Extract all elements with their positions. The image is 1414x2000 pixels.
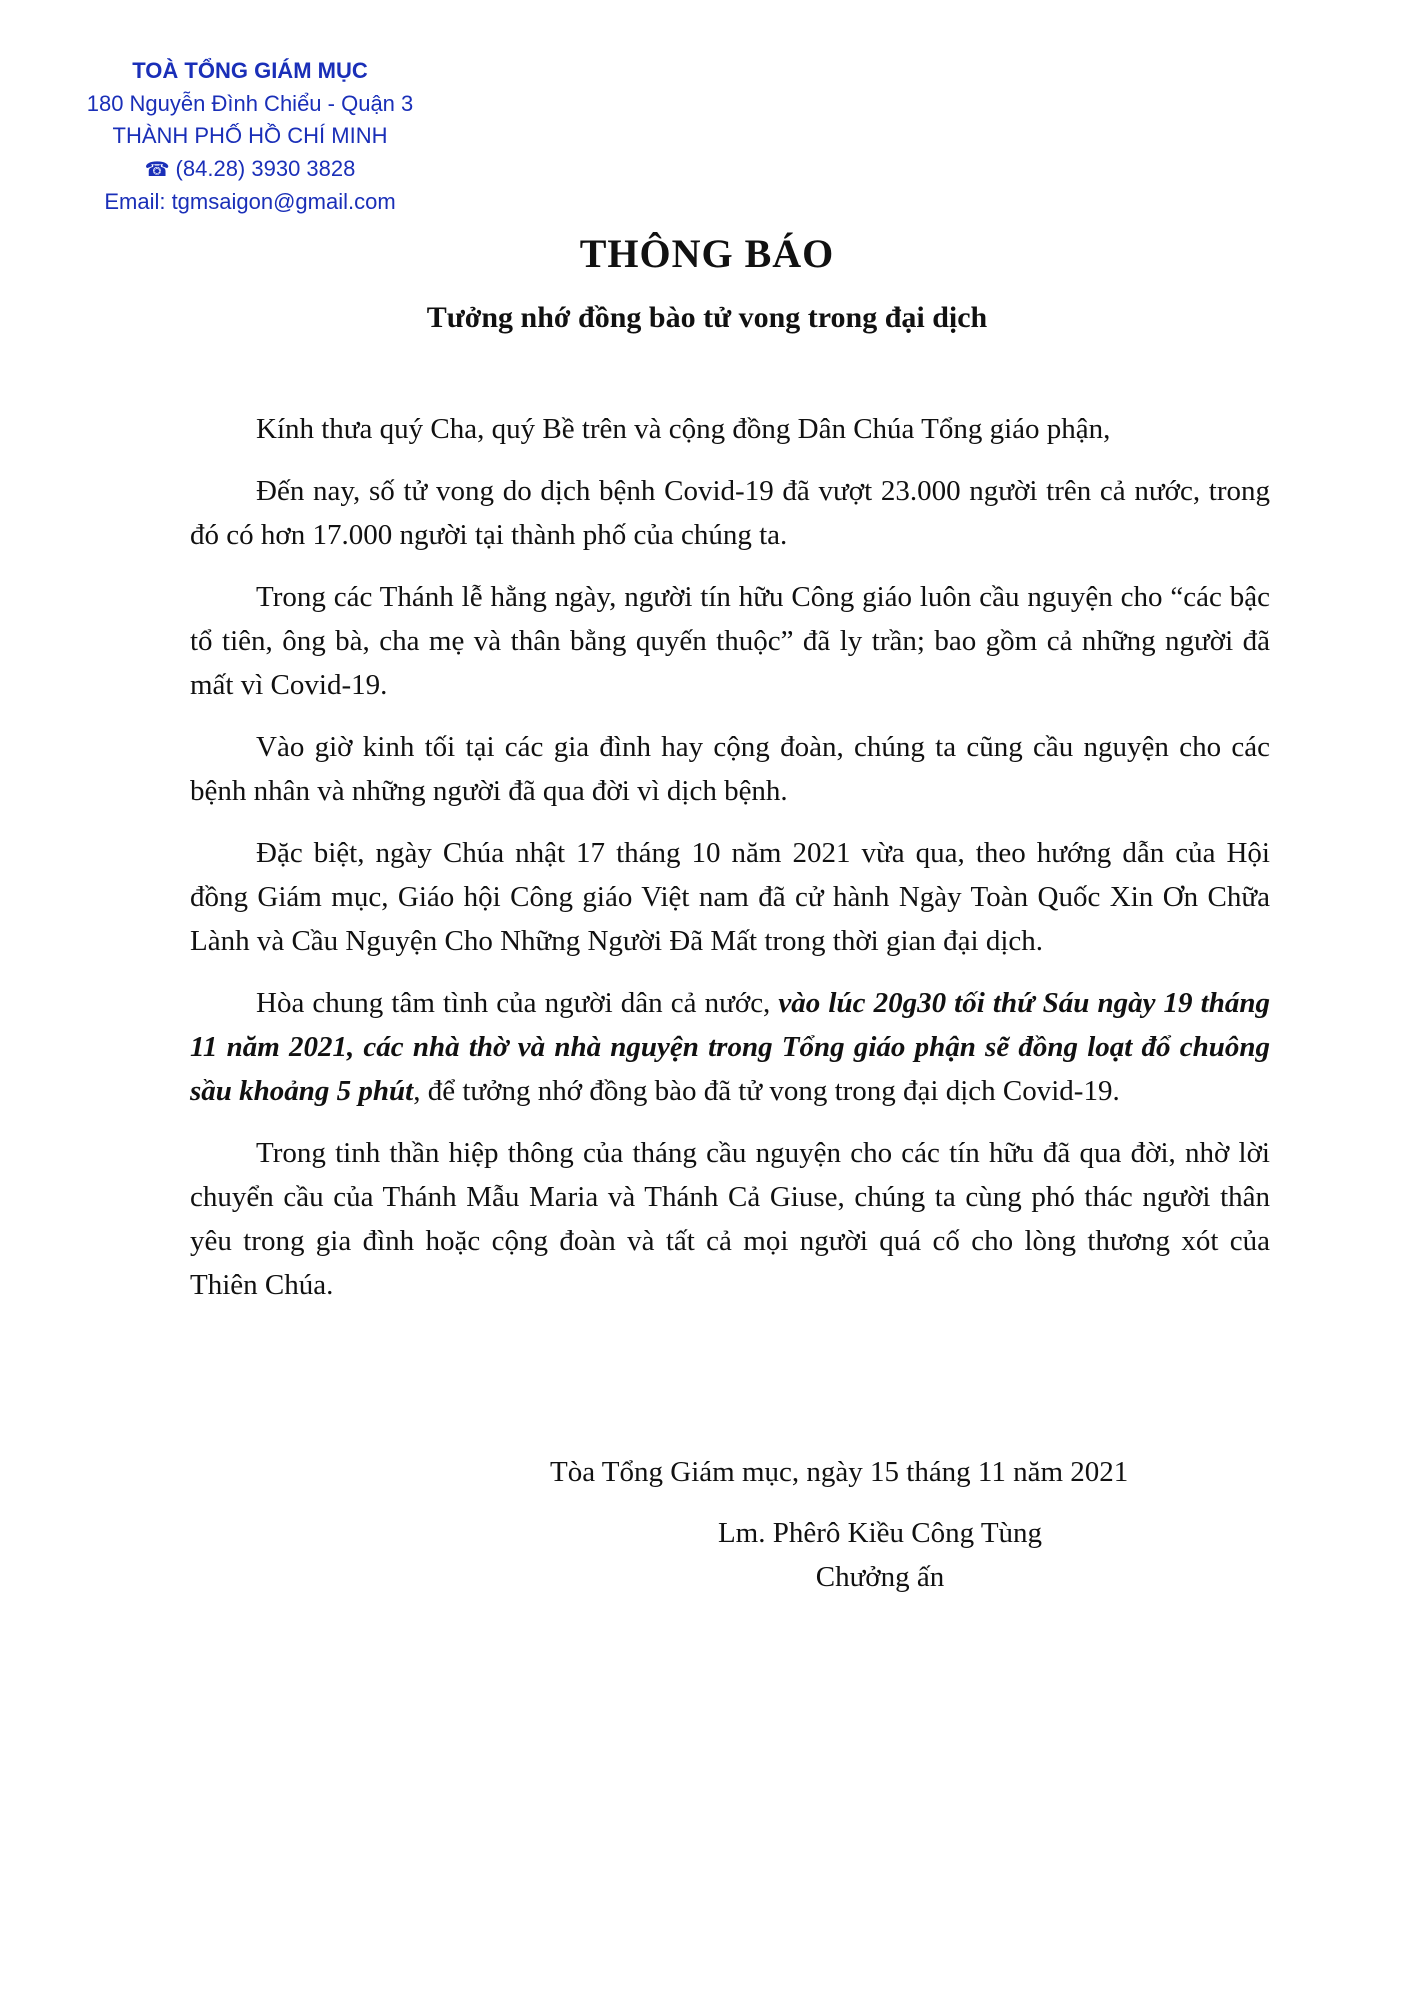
paragraph-5-end: , để tưởng nhớ đồng bào đã tử vong trong đại dịch Covid-19. <box>413 1075 1120 1107</box>
document-body <box>190 407 1270 1325</box>
paragraph-5-emphasis: vào lúc 20g30 tối thứ Sáu ngày 19 tháng 11 năm 2021, các nhà thờ và nhà nguyện trong Tổng giáo phận sẽ đồng loạt đổ chuông sầu khoảng 5 phút <box>190 987 1270 1107</box>
organization-city: THÀNH PHỐ HỒ CHÍ MINH <box>112 123 388 148</box>
paragraph-5 <box>190 981 1270 1113</box>
organization-email: Email: tgmsaigon@gmail.com <box>104 189 396 214</box>
signatory-block <box>700 1511 1060 1599</box>
signer-name: Lm. Phêrô Kiều Công Tùng <box>717 1517 1043 1549</box>
signature-place-date: Tòa Tổng Giám mục, ngày 15 tháng 11 năm 2021 <box>550 1456 1129 1488</box>
paragraph-5-intro: Hòa chung tâm tình của người dân cả nước, <box>256 987 779 1019</box>
paragraph-6: Trong tinh thần hiệp thông của tháng cầu nguyện cho các tín hữu đã qua đời, nhờ lời chuyển cầu của Thánh Mẫu Maria và Thánh Cả Giuse, chúng ta cùng phó thác người thân yêu trong gia đình hoặc cộng đoàn và tất cả mọi người quá cố cho lòng thương xót của Thiên Chúa. <box>190 1137 1270 1301</box>
document-subtitle: Tưởng nhớ đồng bào tử vong trong đại dịch <box>426 301 988 334</box>
paragraph-3: Vào giờ kinh tối tại các gia đình hay cộng đoàn, chúng ta cũng cầu nguyện cho các bệnh nhân và những người đã qua đời vì dịch bệnh. <box>190 731 1270 807</box>
letterhead <box>60 55 440 219</box>
telephone-icon: ☎ <box>144 158 170 181</box>
paragraph-4: Đặc biệt, ngày Chúa nhật 17 tháng 10 năm 2021 vừa qua, theo hướng dẫn của Hội đồng Giám mục, Giáo hội Công giáo Việt nam đã cử hành Ngày Toàn Quốc Xin Ơn Chữa Lành và Cầu Nguyện Cho Những Người Đã Mất trong thời gian đại dịch. <box>190 837 1270 957</box>
organization-address: 180 Nguyễn Đình Chiểu - Quận 3 <box>86 90 414 116</box>
paragraph-1: Đến nay, số tử vong do dịch bệnh Covid-19 đã vượt 23.000 người trên cả nước, trong đó có hơn 17.000 người tại thành phố của chúng ta. <box>190 475 1270 551</box>
paragraph-2: Trong các Thánh lễ hằng ngày, người tín hữu Công giáo luôn cầu nguyện cho “các bậc tổ tiên, ông bà, cha mẹ và thân bằng quyến thuộc” đã ly trần; bao gồm cả những người đã mất vì Covid-19. <box>190 581 1270 701</box>
signer-role: Chưởng ấn <box>815 1561 945 1593</box>
organization-phone: (84.28) 3930 3828 <box>175 155 356 181</box>
organization-phone-line <box>60 153 440 187</box>
document-title: THÔNG BÁO <box>579 231 835 276</box>
organization-name: TOÀ TỔNG GIÁM MỤC <box>132 58 368 83</box>
salutation: Kính thưa quý Cha, quý Bề trên và cộng đồng Dân Chúa Tổng giáo phận, <box>256 413 1111 445</box>
